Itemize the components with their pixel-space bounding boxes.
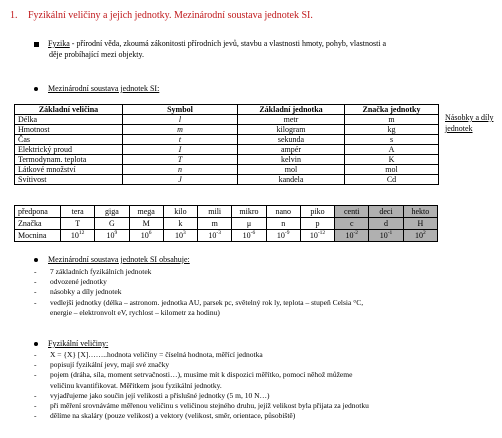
cell-mark: mol xyxy=(345,165,439,175)
cell-mark: s xyxy=(345,135,439,145)
list-item: - pojem (dráha, síla, moment setrvačnosti…), musíme mít k dispozici měřítko, pomocí něhož můžeme xyxy=(34,370,353,380)
prefix-name-row xyxy=(15,206,438,218)
prefix-mark: k xyxy=(163,218,197,230)
cell-symbol: l xyxy=(123,115,238,125)
prefix-mark: M xyxy=(129,218,163,230)
prefix-mark: H xyxy=(403,218,437,230)
base-units-table xyxy=(14,104,439,185)
si-contains-heading xyxy=(34,254,190,265)
list-item: veličinu kvantifikovat. Měřítkem jsou fyzikální jednotky. xyxy=(50,380,222,390)
fyzika-line-1: - přírodní věda, zkoumá zákonitosti přírodních jevů, stavbu a vlastnosti hmoty, pohyb, vlastnosti a xyxy=(69,39,387,48)
row-label: Mocnina xyxy=(15,230,61,242)
bullet-icon xyxy=(34,342,38,346)
table-header-row xyxy=(15,105,439,115)
title-number: 1. xyxy=(10,10,18,21)
header-quantity: Základní veličina xyxy=(15,105,123,115)
bullet-icon xyxy=(34,87,38,91)
prefix-mark: p xyxy=(300,218,334,230)
fyz-veliciny-heading-text: Fyzikální veličiny: xyxy=(48,339,109,348)
cell-symbol: I xyxy=(123,145,238,155)
prefix-mark: c xyxy=(335,218,369,230)
list-item: - dělíme na skaláry (pouze velikost) a vektory (velikost, směr, orientace, působiště) xyxy=(34,411,296,421)
prefix-power: $10^{-6}$ xyxy=(232,230,266,242)
fyzika-term: Fyzika xyxy=(48,39,70,48)
prefix-power: $10^2$ xyxy=(403,230,437,242)
prefix-power: $10^3$ xyxy=(163,230,197,242)
prefix-name: kilo xyxy=(163,206,197,218)
list-item: energie – elektronvolt eV, rychlost – kilometr za hodinu) xyxy=(50,307,220,317)
table-row xyxy=(15,155,439,165)
si-heading-text: Mezinárodní soustava jednotek SI: xyxy=(48,84,160,93)
table-row xyxy=(15,175,439,185)
table-row xyxy=(15,165,439,175)
prefix-name: hekto xyxy=(403,206,437,218)
list-item: - odvozené jednotky xyxy=(34,277,107,287)
prefix-power: $10^{-2}$ xyxy=(335,230,369,242)
cell-quantity: Elektrický proud xyxy=(15,145,123,155)
fyzika-line-2: děje probíhající mezi objekty. xyxy=(49,50,145,59)
cell-symbol: T xyxy=(123,155,238,165)
table-row xyxy=(15,125,439,135)
square-bullet-icon xyxy=(34,42,39,47)
cell-symbol: m xyxy=(123,125,238,135)
prefix-power: $10^9$ xyxy=(95,230,129,242)
prefix-name: mikro xyxy=(232,206,266,218)
header-mark: Značka jednotky xyxy=(345,105,439,115)
cell-mark: kg xyxy=(345,125,439,135)
header-symbol: Symbol xyxy=(123,105,238,115)
prefix-mark: G xyxy=(95,218,129,230)
list-item: - při měření srovnáváme měřenou veličinu s veličinou stejného druhu, jejíž velikost byla přijata za jednotku xyxy=(34,401,369,411)
cell-mark: Cd xyxy=(345,175,439,185)
prefix-power: $10^{-1}$ xyxy=(369,230,403,242)
prefix-name: giga xyxy=(95,206,129,218)
cell-unit: kandela xyxy=(238,175,345,185)
prefix-power: $10^{12}$ xyxy=(61,230,95,242)
table-row xyxy=(15,145,439,155)
si-contains-list xyxy=(34,267,363,318)
list-item: - násobky a díly jednotek xyxy=(34,287,122,297)
side-note-text: Násobky a díly jednotek xyxy=(445,113,494,133)
cell-symbol: n xyxy=(123,165,238,175)
cell-quantity: Látkové množství xyxy=(15,165,123,175)
prefix-power: $10^6$ xyxy=(129,230,163,242)
cell-mark: K xyxy=(345,155,439,165)
table-row xyxy=(15,135,439,145)
cell-unit: kilogram xyxy=(238,125,345,135)
fyz-veliciny-heading xyxy=(34,338,108,349)
prefix-name: nano xyxy=(266,206,300,218)
prefix-power-row xyxy=(15,230,438,242)
side-note xyxy=(445,112,501,134)
prefix-mark: d xyxy=(369,218,403,230)
list-item: - vyjadřujeme jako součin její velikosti a příslušné jednotky (5 m, 10 N…) xyxy=(34,390,270,400)
row-label: Značka xyxy=(15,218,61,230)
prefix-name: mili xyxy=(198,206,232,218)
prefix-name: centi xyxy=(335,206,369,218)
header-unit: Základní jednotka xyxy=(238,105,345,115)
prefix-mark-row xyxy=(15,218,438,230)
list-item: - X = {X} [X]……..hodnota veličiny = číselná hodnota, měřící jednotka xyxy=(34,350,263,359)
cell-quantity: Délka xyxy=(15,115,123,125)
cell-mark: A xyxy=(345,145,439,155)
prefix-mark: n xyxy=(266,218,300,230)
prefix-mark: μ xyxy=(232,218,266,230)
cell-unit: metr xyxy=(238,115,345,125)
cell-symbol: t xyxy=(123,135,238,145)
prefix-name: piko xyxy=(300,206,334,218)
cell-quantity: Čas xyxy=(15,135,123,145)
cell-unit: sekunda xyxy=(238,135,345,145)
cell-quantity: Hmotnost xyxy=(15,125,123,135)
fyzika-paragraph xyxy=(34,38,494,60)
si-heading xyxy=(34,83,159,94)
prefix-mark: T xyxy=(61,218,95,230)
cell-unit: ampér xyxy=(238,145,345,155)
list-item: - 7 základních fyzikálních jednotek xyxy=(34,267,152,276)
prefix-mark: m xyxy=(198,218,232,230)
list-item: - vedlejší jednotky (délka – astronom. jednotka AU, parsek pc, světelný rok ly, teplota – stupeň Celsia °C, xyxy=(34,297,364,307)
title-text: Fyzikální veličiny a jejich jednotky. Mezinárodní soustava jednotek SI. xyxy=(28,10,313,21)
fyz-veliciny-list xyxy=(34,350,369,421)
prefix-power: $10^{-3}$ xyxy=(198,230,232,242)
page-title xyxy=(10,10,313,21)
prefix-power: $10^{-9}$ xyxy=(266,230,300,242)
row-label: předpona xyxy=(15,206,61,218)
cell-mark: m xyxy=(345,115,439,125)
prefix-table xyxy=(14,205,438,242)
list-item: - popisují fyzikální jevy, mají své značky xyxy=(34,360,170,370)
si-contains-heading-text: Mezinárodní soustava jednotek SI obsahuje: xyxy=(48,255,190,264)
prefix-name: mega xyxy=(129,206,163,218)
cell-quantity: Termodynam. teplota xyxy=(15,155,123,165)
cell-quantity: Svítivost xyxy=(15,175,123,185)
prefix-power: $10^{-12}$ xyxy=(300,230,334,242)
cell-unit: mol xyxy=(238,165,345,175)
cell-symbol: J xyxy=(123,175,238,185)
prefix-name: tera xyxy=(61,206,95,218)
prefix-name: deci xyxy=(369,206,403,218)
bullet-icon xyxy=(34,258,38,262)
cell-unit: kelvin xyxy=(238,155,345,165)
table-row xyxy=(15,115,439,125)
